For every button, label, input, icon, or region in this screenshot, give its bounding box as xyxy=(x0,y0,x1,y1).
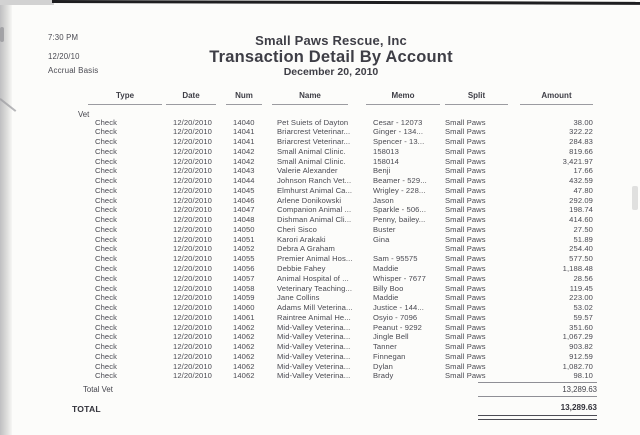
cell-split: Small Paws xyxy=(445,293,486,303)
cell-type: Check xyxy=(95,146,118,156)
cell-memo: Maddie xyxy=(373,293,399,303)
cell-date: 12/20/2010 xyxy=(173,176,213,186)
cell-type: Check xyxy=(95,117,118,127)
cell-split: Small Paws xyxy=(445,176,486,186)
cell-name: Adams Mill Veterina... xyxy=(277,303,353,313)
cell-memo: Cesar - 12073 xyxy=(373,117,423,127)
cell-amount: 47.80 xyxy=(573,185,593,195)
cell-amount: 28.56 xyxy=(573,273,593,283)
transaction-row xyxy=(95,371,600,381)
transaction-rows xyxy=(95,118,600,382)
transaction-row xyxy=(95,186,600,196)
cell-num: 14061 xyxy=(233,312,255,322)
cell-date: 12/20/2010 xyxy=(173,254,213,264)
cell-num: 14047 xyxy=(233,205,255,215)
cell-name: Valerie Alexander xyxy=(277,166,338,176)
company-name: Small Paws Rescue, Inc xyxy=(255,33,407,48)
cell-name: Jane Collins xyxy=(277,293,320,303)
cell-split: Small Paws xyxy=(445,224,486,234)
cell-type: Check xyxy=(95,205,118,215)
cell-amount: 223.00 xyxy=(569,293,593,303)
cell-split: Small Paws xyxy=(445,332,486,342)
cell-amount: 27.50 xyxy=(573,224,593,234)
cell-name: Small Animal Clinic. xyxy=(277,146,346,156)
transaction-row xyxy=(95,254,600,264)
cell-date: 12/20/2010 xyxy=(173,322,213,332)
transaction-row xyxy=(95,118,600,128)
cell-amount: 119.45 xyxy=(569,283,593,293)
report-title: Transaction Detail By Account xyxy=(209,48,453,66)
scan-right-smudge xyxy=(632,186,638,210)
cell-amount: 51.89 xyxy=(573,234,593,244)
cell-num: 14052 xyxy=(233,244,255,254)
cell-type: Check xyxy=(95,254,118,264)
cell-amount: 98.10 xyxy=(573,371,593,381)
transaction-row xyxy=(95,274,600,284)
cell-type: Check xyxy=(95,361,118,371)
cell-amount: 912.59 xyxy=(569,351,593,361)
cell-type: Check xyxy=(95,293,118,303)
cell-amount: 414.60 xyxy=(569,215,593,225)
cell-name: Briarcrest Veterinar... xyxy=(277,137,351,147)
cell-num: 14058 xyxy=(233,283,255,293)
cell-split: Small Paws xyxy=(445,215,486,225)
column-header-memo: Memo xyxy=(366,91,440,105)
cell-amount: 38.00 xyxy=(573,117,593,127)
cell-name: Johnson Ranch Vet... xyxy=(277,176,352,186)
cell-split: Small Paws xyxy=(445,146,486,156)
column-header-name: Name xyxy=(272,91,348,105)
cell-num: 14046 xyxy=(233,195,255,205)
transaction-row xyxy=(95,323,600,333)
accounting-basis: Accrual Basis xyxy=(48,66,99,75)
cell-num: 14055 xyxy=(233,254,255,264)
cell-num: 14045 xyxy=(233,185,255,195)
cell-name: Companion Animal ... xyxy=(277,205,352,215)
cell-date: 12/20/2010 xyxy=(173,137,213,147)
cell-memo: Buster xyxy=(373,224,396,234)
cell-amount: 284.83 xyxy=(569,137,593,147)
cell-amount: 903.82 xyxy=(569,342,593,352)
cell-date: 12/20/2010 xyxy=(173,224,213,234)
cell-split: Small Paws xyxy=(445,351,486,361)
transaction-row xyxy=(95,196,600,206)
cell-split: Small Paws xyxy=(445,234,486,244)
transaction-row xyxy=(95,176,600,186)
cell-split: Small Paws xyxy=(445,312,486,322)
cell-memo: Penny, bailey... xyxy=(373,215,426,225)
cell-type: Check xyxy=(95,244,118,254)
grand-total-label: TOTAL xyxy=(72,404,101,414)
cell-split: Small Paws xyxy=(445,322,486,332)
cell-num: 14062 xyxy=(233,342,255,352)
cell-memo: Billy Boo xyxy=(373,283,404,293)
cell-date: 12/20/2010 xyxy=(173,342,213,352)
cell-num: 14043 xyxy=(233,166,255,176)
cell-date: 12/20/2010 xyxy=(173,244,213,254)
cell-memo: Benji xyxy=(373,166,391,176)
transaction-row xyxy=(95,235,600,245)
transaction-row xyxy=(95,362,600,372)
print-time: 7:30 PM xyxy=(48,33,79,42)
grand-total-double-rule-2 xyxy=(478,419,597,420)
cell-name: Small Animal Clinic. xyxy=(277,156,346,166)
transaction-row xyxy=(95,342,600,352)
transaction-row xyxy=(95,264,600,274)
subtotal-label: Total Vet xyxy=(83,385,113,394)
cell-memo: Wrigley - 228... xyxy=(373,185,426,195)
cell-name: Raintree Animal He... xyxy=(277,312,351,322)
column-header-split: Split xyxy=(445,91,508,105)
cell-date: 12/20/2010 xyxy=(173,303,213,313)
cell-amount: 1,067.29 xyxy=(562,332,593,342)
cell-memo: Spencer - 13... xyxy=(373,137,425,147)
cell-num: 14044 xyxy=(233,176,255,186)
cell-type: Check xyxy=(95,185,118,195)
cell-amount: 59.57 xyxy=(573,312,593,322)
subtotal-rule-top xyxy=(478,382,597,383)
cell-split: Small Paws xyxy=(445,263,486,273)
cell-type: Check xyxy=(95,371,118,381)
cell-split: Small Paws xyxy=(445,166,486,176)
cell-type: Check xyxy=(95,332,118,342)
cell-split: Small Paws xyxy=(445,244,486,254)
cell-type: Check xyxy=(95,351,118,361)
transaction-row xyxy=(95,205,600,215)
cell-memo: Finnegan xyxy=(373,351,406,361)
cell-memo: Beamer - 529... xyxy=(373,176,427,186)
transaction-row xyxy=(95,352,600,362)
transaction-row xyxy=(95,244,600,254)
cell-name: Veterinary Teaching... xyxy=(277,283,353,293)
cell-name: Mid-Valley Veterina... xyxy=(277,332,351,342)
cell-num: 14062 xyxy=(233,322,255,332)
cell-date: 12/20/2010 xyxy=(173,312,213,322)
cell-memo: Maddie xyxy=(373,263,399,273)
cell-name: Briarcrest Veterinar... xyxy=(277,127,351,137)
cell-split: Small Paws xyxy=(445,185,486,195)
cell-type: Check xyxy=(95,303,118,313)
cell-date: 12/20/2010 xyxy=(173,215,213,225)
cell-date: 12/20/2010 xyxy=(173,205,213,215)
cell-split: Small Paws xyxy=(445,117,486,127)
cell-memo: 158013 xyxy=(373,146,399,156)
cell-memo: Sparkle - 506... xyxy=(373,205,427,215)
transaction-row xyxy=(95,137,600,147)
cell-type: Check xyxy=(95,312,118,322)
cell-date: 12/20/2010 xyxy=(173,127,213,137)
cell-amount: 322.22 xyxy=(569,127,593,137)
cell-name: Dishman Animal Cli... xyxy=(277,215,352,225)
cell-amount: 351.60 xyxy=(569,322,593,332)
transaction-row xyxy=(95,313,600,323)
cell-memo: 158014 xyxy=(373,156,399,166)
cell-amount: 254.40 xyxy=(569,244,593,254)
cell-memo: Ginger - 134... xyxy=(373,127,424,137)
cell-amount: 292.09 xyxy=(569,195,593,205)
cell-date: 12/20/2010 xyxy=(173,185,213,195)
cell-date: 12/20/2010 xyxy=(173,263,213,273)
cell-name: Elmhurst Animal Ca... xyxy=(277,185,353,195)
scan-edge-mark xyxy=(0,27,4,42)
cell-type: Check xyxy=(95,224,118,234)
cell-split: Small Paws xyxy=(445,371,486,381)
column-header-type: Type xyxy=(88,91,162,105)
cell-num: 14050 xyxy=(233,224,255,234)
cell-num: 14062 xyxy=(233,332,255,342)
cell-num: 14042 xyxy=(233,156,255,166)
column-header-num: Num xyxy=(226,91,262,105)
cell-name: Animal Hospital of ... xyxy=(277,273,349,283)
scan-edge-top-band xyxy=(52,0,640,5)
cell-date: 12/20/2010 xyxy=(173,166,213,176)
cell-type: Check xyxy=(95,127,118,137)
cell-type: Check xyxy=(95,166,118,176)
cell-date: 12/20/2010 xyxy=(173,273,213,283)
cell-amount: 17.66 xyxy=(573,166,593,176)
cell-memo: Peanut - 9292 xyxy=(373,322,423,332)
transaction-row xyxy=(95,166,600,176)
grand-total-double-rule-1 xyxy=(478,415,597,416)
scan-edge-left-strip xyxy=(0,0,12,435)
cell-date: 12/20/2010 xyxy=(173,371,213,381)
cell-type: Check xyxy=(95,283,118,293)
cell-memo: Jingle Bell xyxy=(373,332,409,342)
scan-edge-top-gray xyxy=(0,0,54,5)
cell-split: Small Paws xyxy=(445,303,486,313)
transaction-row xyxy=(95,225,600,235)
cell-memo: Dylan xyxy=(373,361,393,371)
print-date: 12/20/10 xyxy=(48,52,80,61)
cell-name: Debbie Fahey xyxy=(277,263,326,273)
cell-type: Check xyxy=(95,322,118,332)
cell-memo: Brady xyxy=(373,371,394,381)
cell-amount: 198.74 xyxy=(569,205,593,215)
cell-date: 12/20/2010 xyxy=(173,146,213,156)
cell-date: 12/20/2010 xyxy=(173,195,213,205)
cell-name: Mid-Valley Veterina... xyxy=(277,371,351,381)
subtotal-amount: 13,289.63 xyxy=(562,385,597,394)
cell-num: 14040 xyxy=(233,117,255,127)
cell-split: Small Paws xyxy=(445,273,486,283)
cell-date: 12/20/2010 xyxy=(173,293,213,303)
cell-split: Small Paws xyxy=(445,156,486,166)
cell-split: Small Paws xyxy=(445,342,486,352)
cell-memo: Jason xyxy=(373,195,394,205)
cell-memo: Osyio - 7096 xyxy=(373,312,418,322)
cell-num: 14060 xyxy=(233,303,255,313)
cell-memo: Justice - 144... xyxy=(373,303,424,313)
cell-type: Check xyxy=(95,195,118,205)
section-label-vet: Vet xyxy=(78,110,90,119)
cell-num: 14062 xyxy=(233,371,255,381)
cell-date: 12/20/2010 xyxy=(173,117,213,127)
cell-split: Small Paws xyxy=(445,205,486,215)
cell-num: 14062 xyxy=(233,361,255,371)
cell-type: Check xyxy=(95,263,118,273)
cell-memo: Sam - 95575 xyxy=(373,254,418,264)
cell-amount: 819.66 xyxy=(569,146,593,156)
cell-type: Check xyxy=(95,176,118,186)
cell-num: 14042 xyxy=(233,146,255,156)
column-header-amount: Amount xyxy=(520,91,593,105)
cell-name: Debra A Graham xyxy=(277,244,335,254)
cell-type: Check xyxy=(95,342,118,352)
cell-name: Karori Arakaki xyxy=(277,234,326,244)
cell-type: Check xyxy=(95,273,118,283)
transaction-row xyxy=(95,332,600,342)
cell-name: Mid-Valley Veterina... xyxy=(277,322,351,332)
cell-num: 14057 xyxy=(233,273,255,283)
grand-total-amount: 13,289.63 xyxy=(560,403,597,412)
cell-date: 12/20/2010 xyxy=(173,234,213,244)
cell-num: 14056 xyxy=(233,263,255,273)
cell-name: Pet Suiets of Dayton xyxy=(277,117,349,127)
cell-type: Check xyxy=(95,234,118,244)
cell-split: Small Paws xyxy=(445,254,486,264)
cell-num: 14041 xyxy=(233,127,255,137)
cell-name: Mid-Valley Veterina... xyxy=(277,361,351,371)
cell-amount: 432.59 xyxy=(569,176,593,186)
transaction-row xyxy=(95,303,600,313)
cell-name: Arlene Donikowski xyxy=(277,195,342,205)
cell-split: Small Paws xyxy=(445,283,486,293)
cell-name: Cheri Sisco xyxy=(277,224,317,234)
cell-num: 14051 xyxy=(233,234,255,244)
transaction-row xyxy=(95,284,600,294)
subtotal-rule-bottom xyxy=(478,396,597,397)
cell-split: Small Paws xyxy=(445,195,486,205)
cell-name: Premier Animal Hos... xyxy=(277,254,353,264)
cell-memo: Tanner xyxy=(373,342,397,352)
transaction-row xyxy=(95,157,600,167)
cell-date: 12/20/2010 xyxy=(173,283,213,293)
cell-name: Mid-Valley Veterina... xyxy=(277,351,351,361)
cell-num: 14041 xyxy=(233,137,255,147)
transaction-row xyxy=(95,127,600,137)
cell-split: Small Paws xyxy=(445,127,486,137)
cell-date: 12/20/2010 xyxy=(173,156,213,166)
cell-type: Check xyxy=(95,156,118,166)
cell-memo: Whisper - 7677 xyxy=(373,273,426,283)
cell-type: Check xyxy=(95,137,118,147)
cell-memo: Gina xyxy=(373,234,390,244)
cell-amount: 3,421.97 xyxy=(562,156,593,166)
transaction-row xyxy=(95,147,600,157)
cell-amount: 1,188.48 xyxy=(562,263,593,273)
column-header-date: Date xyxy=(166,91,216,105)
cell-name: Mid-Valley Veterina... xyxy=(277,342,351,352)
cell-amount: 577.50 xyxy=(569,254,593,264)
cell-num: 14059 xyxy=(233,293,255,303)
cell-num: 14062 xyxy=(233,351,255,361)
cell-split: Small Paws xyxy=(445,137,486,147)
cell-amount: 1,082.70 xyxy=(562,361,593,371)
transaction-row xyxy=(95,293,600,303)
cell-date: 12/20/2010 xyxy=(173,351,213,361)
transaction-row xyxy=(95,215,600,225)
cell-type: Check xyxy=(95,215,118,225)
cell-amount: 53.02 xyxy=(573,303,593,313)
cell-num: 14048 xyxy=(233,215,255,225)
cell-date: 12/20/2010 xyxy=(173,332,213,342)
report-date: December 20, 2010 xyxy=(283,66,379,78)
cell-date: 12/20/2010 xyxy=(173,361,213,371)
cell-split: Small Paws xyxy=(445,361,486,371)
